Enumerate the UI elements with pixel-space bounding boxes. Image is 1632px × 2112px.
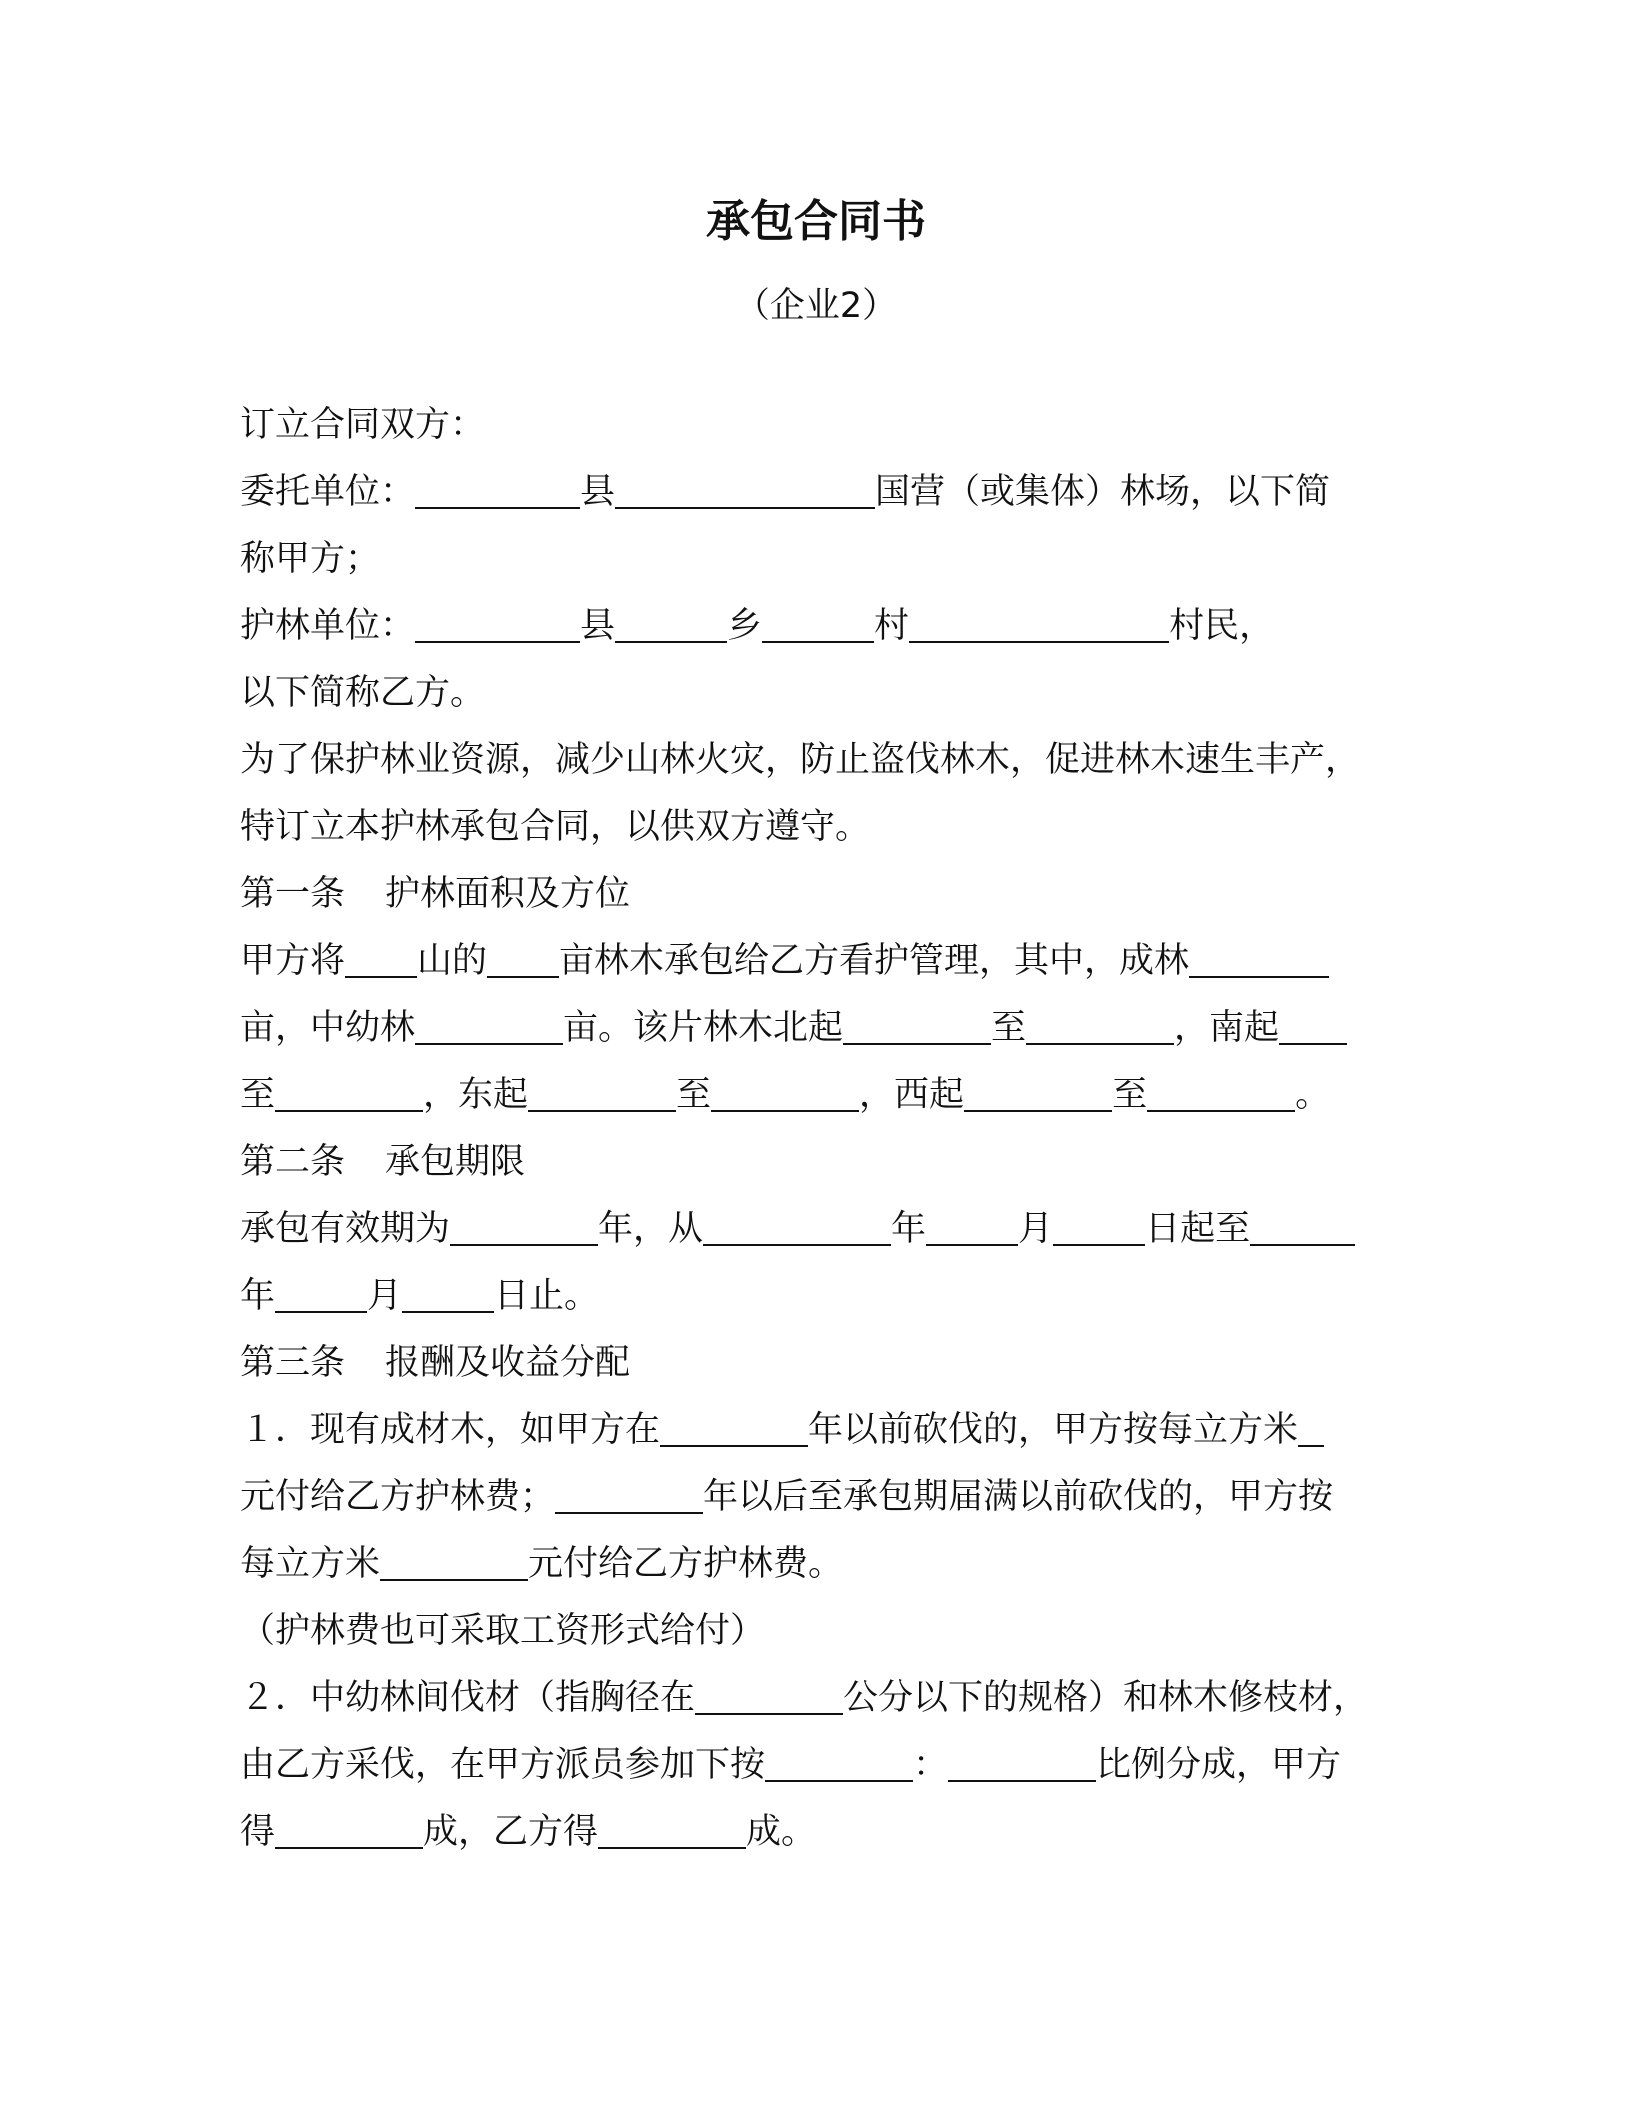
blank-field[interactable]: [762, 601, 874, 643]
text-segment: 月: [1018, 1209, 1054, 1249]
text-line: [240, 802, 870, 852]
text-segment: 至: [240, 1075, 276, 1115]
section-title: 报酬及收益分配: [385, 1343, 631, 1383]
text-segment: 至: [991, 1008, 1027, 1048]
blank-field[interactable]: [1250, 1204, 1355, 1246]
text-line: [240, 467, 1330, 517]
text-line: [240, 534, 380, 584]
blank-field[interactable]: [555, 1472, 703, 1514]
text-segment: （护林费也可采取工资形式给付）: [240, 1611, 766, 1651]
text-line: [240, 1606, 765, 1656]
blank-field[interactable]: [275, 1271, 367, 1313]
text-segment: 国营（或集体）林场，以下简: [875, 472, 1331, 512]
text-line: [240, 1271, 599, 1321]
section-heading: [240, 869, 630, 919]
text-line: [240, 1472, 1333, 1522]
text-line: [240, 1673, 1368, 1723]
text-segment: 村: [874, 606, 910, 646]
blank-field[interactable]: [711, 1070, 859, 1112]
text-line: [240, 1807, 816, 1857]
text-line: [240, 1740, 1341, 1790]
text-segment: 。: [1295, 1075, 1331, 1115]
blank-field[interactable]: [909, 601, 1169, 643]
section-number: 第二条: [240, 1142, 346, 1182]
text-segment: 乡: [727, 606, 763, 646]
text-segment: 至: [1112, 1075, 1148, 1115]
text-segment: 日起至: [1145, 1209, 1251, 1249]
blank-field[interactable]: [926, 1204, 1018, 1246]
blank-field[interactable]: [450, 1204, 598, 1246]
blank-field[interactable]: [415, 1003, 563, 1045]
text-segment: 至: [676, 1075, 712, 1115]
blank-field[interactable]: [1298, 1405, 1324, 1447]
text-segment: 年以前砍伐的，甲方按每立方米: [808, 1410, 1299, 1450]
text-segment: ，东起: [423, 1075, 529, 1115]
blank-field[interactable]: [528, 1070, 676, 1112]
text-segment: 亩，中幼林: [240, 1008, 416, 1048]
blank-field[interactable]: [964, 1070, 1112, 1112]
blank-field[interactable]: [1053, 1204, 1145, 1246]
text-segment: 元付给乙方护林费。: [528, 1544, 844, 1584]
text-segment: 为了保护林业资源，减少山林火灾，防止盗伐林木，促进林木速生丰产，: [240, 740, 1361, 780]
text-segment: 由乙方采伐，在甲方派员参加下按: [240, 1745, 766, 1785]
blank-field[interactable]: [1279, 1003, 1347, 1045]
text-line: [240, 668, 485, 718]
blank-field[interactable]: [615, 601, 727, 643]
text-segment: 年，从: [598, 1209, 704, 1249]
text-segment: 村民，: [1169, 606, 1275, 646]
blank-field[interactable]: [598, 1807, 746, 1849]
text-segment: 成，乙方得: [423, 1812, 599, 1852]
text-segment: 山的: [417, 941, 488, 981]
text-segment: ２．中幼林间伐材（指胸径在: [240, 1678, 696, 1718]
text-line: [240, 1070, 1330, 1120]
section-title: 承包期限: [385, 1142, 526, 1182]
section-heading: [240, 1338, 630, 1388]
text-segment: 每立方米: [240, 1544, 381, 1584]
blank-field[interactable]: [402, 1271, 494, 1313]
blank-field[interactable]: [615, 467, 875, 509]
text-line: [240, 601, 1274, 651]
text-segment: 订立合同双方：: [240, 405, 486, 445]
text-line: [240, 400, 485, 450]
blank-field[interactable]: [843, 1003, 991, 1045]
section-heading: [240, 1137, 525, 1187]
blank-field[interactable]: [660, 1405, 808, 1447]
text-segment: ：: [913, 1745, 949, 1785]
blank-field[interactable]: [1147, 1070, 1295, 1112]
text-segment: 承包有效期为: [240, 1209, 451, 1249]
blank-field[interactable]: [487, 936, 559, 978]
blank-field[interactable]: [380, 1539, 528, 1581]
text-segment: 称甲方；: [240, 539, 381, 579]
blank-field[interactable]: [948, 1740, 1096, 1782]
text-segment: 元付给乙方护林费；: [240, 1477, 556, 1517]
section-number: 第三条: [240, 1343, 346, 1383]
text-segment: 护林单位：: [240, 606, 416, 646]
text-segment: 年: [240, 1276, 276, 1316]
section-number: 第一条: [240, 874, 346, 914]
text-line: [240, 1204, 1355, 1254]
text-line: [240, 1405, 1324, 1455]
text-segment: 以下简称乙方。: [240, 673, 486, 713]
text-line: [240, 735, 1360, 785]
blank-field[interactable]: [1026, 1003, 1174, 1045]
text-segment: 日止。: [494, 1276, 600, 1316]
blank-field[interactable]: [275, 1070, 423, 1112]
text-segment: 亩林木承包给乙方看护管理，其中，成林: [559, 941, 1190, 981]
text-segment: 成。: [746, 1812, 817, 1852]
blank-field[interactable]: [703, 1204, 891, 1246]
text-segment: 县: [580, 606, 616, 646]
blank-field[interactable]: [415, 601, 580, 643]
blank-field[interactable]: [345, 936, 417, 978]
page-title: 承包合同书: [706, 196, 926, 247]
blank-field[interactable]: [415, 467, 580, 509]
text-line: [240, 1539, 843, 1589]
blank-field[interactable]: [765, 1740, 913, 1782]
text-line: [240, 1003, 1347, 1053]
page-subtitle: （企业2）: [734, 286, 898, 326]
text-segment: 特订立本护林承包合同，以供双方遵守。: [240, 807, 871, 847]
text-line: [240, 936, 1329, 986]
section-title: 护林面积及方位: [385, 874, 631, 914]
text-segment: ，南起: [1174, 1008, 1280, 1048]
text-segment: 月: [367, 1276, 403, 1316]
blank-field[interactable]: [275, 1807, 423, 1849]
text-segment: 甲方将: [240, 941, 346, 981]
blank-field[interactable]: [695, 1673, 843, 1715]
text-segment: 亩。该片林木北起: [563, 1008, 844, 1048]
text-segment: 年以后至承包期届满以前砍伐的，甲方按: [703, 1477, 1334, 1517]
text-segment: 年: [891, 1209, 927, 1249]
text-segment: 得: [240, 1812, 276, 1852]
text-segment: １．现有成材木，如甲方在: [240, 1410, 661, 1450]
text-segment: 公分以下的规格）和林木修枝材，: [843, 1678, 1369, 1718]
text-segment: 比例分成，甲方: [1096, 1745, 1342, 1785]
text-segment: 县: [580, 472, 616, 512]
blank-field[interactable]: [1189, 936, 1329, 978]
text-segment: ，西起: [859, 1075, 965, 1115]
text-segment: 委托单位：: [240, 472, 416, 512]
